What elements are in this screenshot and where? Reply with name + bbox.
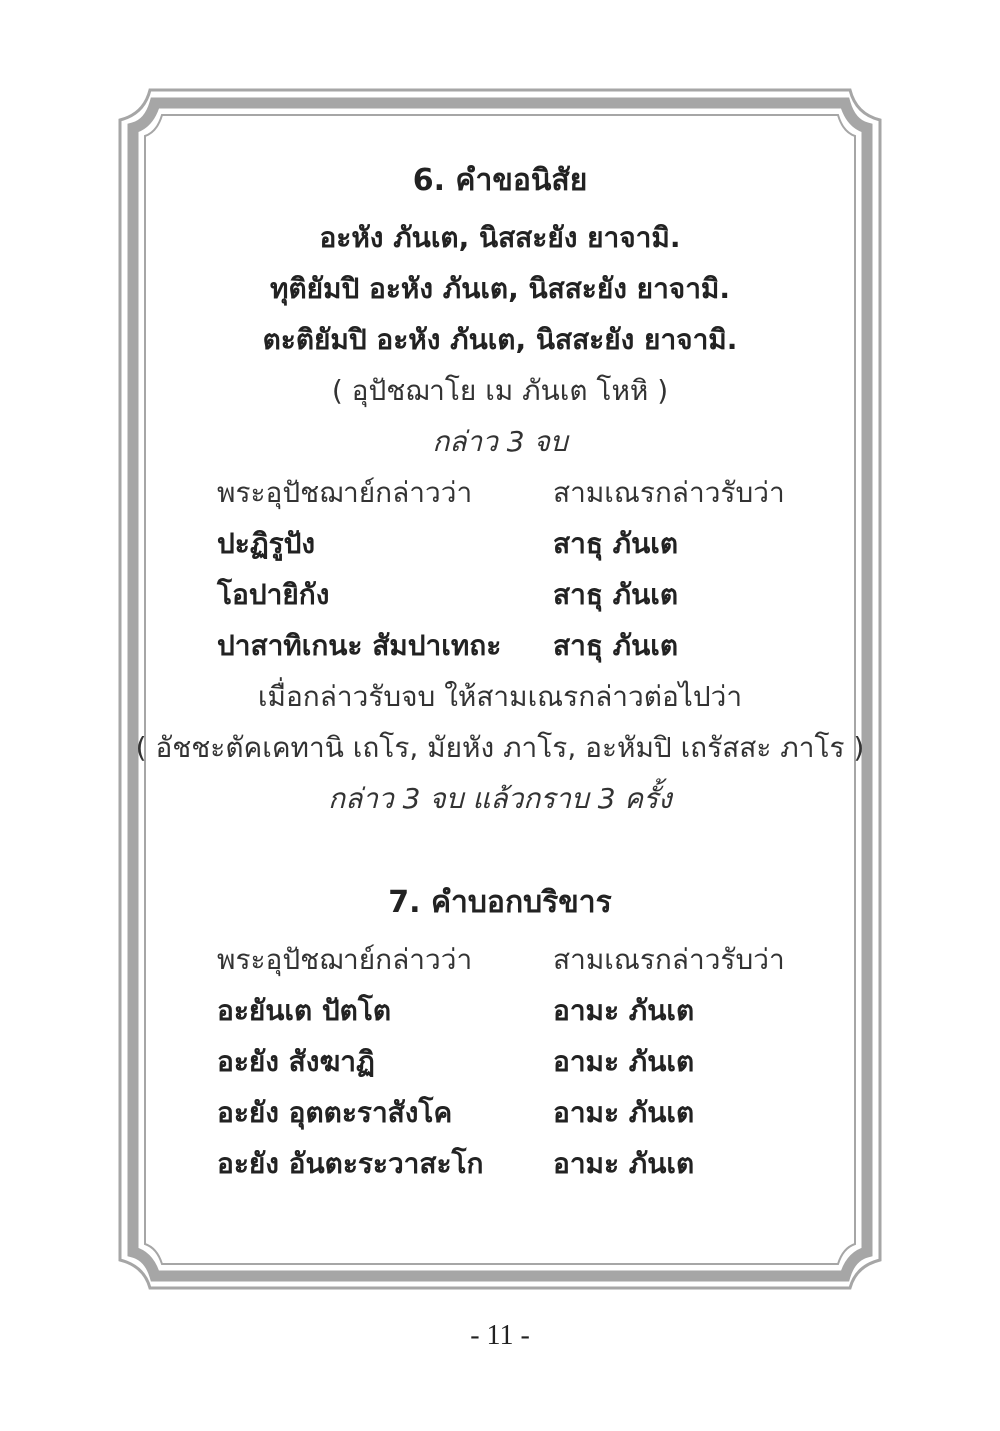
chant-line-1: อะหัง ภันเต, นิสสะยัง ยาจามิ. xyxy=(319,221,681,254)
chant-line-2: ทุติยัมปิ อะหัง ภันเต, นิสสะยัง ยาจามิ. xyxy=(269,272,731,305)
requisite-name: อะยัง อันตะระวาสะโก xyxy=(217,1147,484,1180)
repeat-instruction-2: กล่าว 3 จบ แล้วกราบ 3 ครั้ง xyxy=(328,782,672,815)
page-number: - 11 - xyxy=(470,1320,530,1351)
after-instruction: เมื่อกล่าวรับจบ ให้สามเณรกล่าวต่อไปว่า xyxy=(257,680,743,713)
preceptor-header: พระอุปัชฌาย์กล่าวว่า xyxy=(217,476,473,509)
preceptor-line: โอปายิกัง xyxy=(217,578,330,611)
novice-response: อามะ ภันเต xyxy=(553,1045,695,1078)
requisite-name: อะยัง อุตตะราสังโค xyxy=(217,1096,453,1129)
section-7-title: 7. คำบอกบริขาร xyxy=(388,885,612,920)
repeat-instruction-1: กล่าว 3 จบ xyxy=(432,425,568,458)
requisite-row xyxy=(130,1036,870,1087)
requisite-name: อะยัง สังฆาฏิ xyxy=(217,1045,375,1078)
novice-response: อามะ ภันเต xyxy=(553,994,695,1027)
novice-response: อามะ ภันเต xyxy=(553,1096,695,1129)
section-gap xyxy=(130,824,870,872)
novice-response: สาธุ ภันเต xyxy=(553,527,679,560)
chant-line-3: ตะติยัมปิ อะหัง ภันเต, นิสสะยัง ยาจามิ. xyxy=(262,323,738,356)
requisite-row xyxy=(130,1087,870,1138)
dialogue-row xyxy=(130,569,870,620)
requisite-row xyxy=(130,1138,870,1189)
novice-response: สาธุ ภันเต xyxy=(553,578,679,611)
novice-header: สามเณรกล่าวรับว่า xyxy=(553,476,785,509)
section-6-header-row xyxy=(130,467,870,518)
preceptor-header: พระอุปัชฌาย์กล่าวว่า xyxy=(217,943,473,976)
section-7-header-row xyxy=(130,934,870,985)
dialogue-row xyxy=(130,620,870,671)
preceptor-line: ปะฏิรูปัง xyxy=(217,527,316,560)
dialogue-row xyxy=(130,518,870,569)
page-content xyxy=(130,150,870,1189)
novice-header: สามเณรกล่าวรับว่า xyxy=(553,943,785,976)
novice-response: อามะ ภันเต xyxy=(553,1147,695,1180)
section-6-title: 6. คำขอนิสัย xyxy=(412,163,588,198)
note-request: ( อุปัชฌาโย เม ภันเต โหหิ ) xyxy=(331,374,669,407)
preceptor-line: ปาสาทิเกนะ สัมปาเทถะ xyxy=(217,629,502,662)
note-acceptance: ( อัชชะตัคเคทานิ เถโร, มัยหัง ภาโร, อะหัมปิ เถรัสสะ ภาโร ) xyxy=(135,731,865,764)
requisite-name: อะยันเต ปัตโต xyxy=(217,994,392,1027)
requisite-row xyxy=(130,985,870,1036)
novice-response: สาธุ ภันเต xyxy=(553,629,679,662)
